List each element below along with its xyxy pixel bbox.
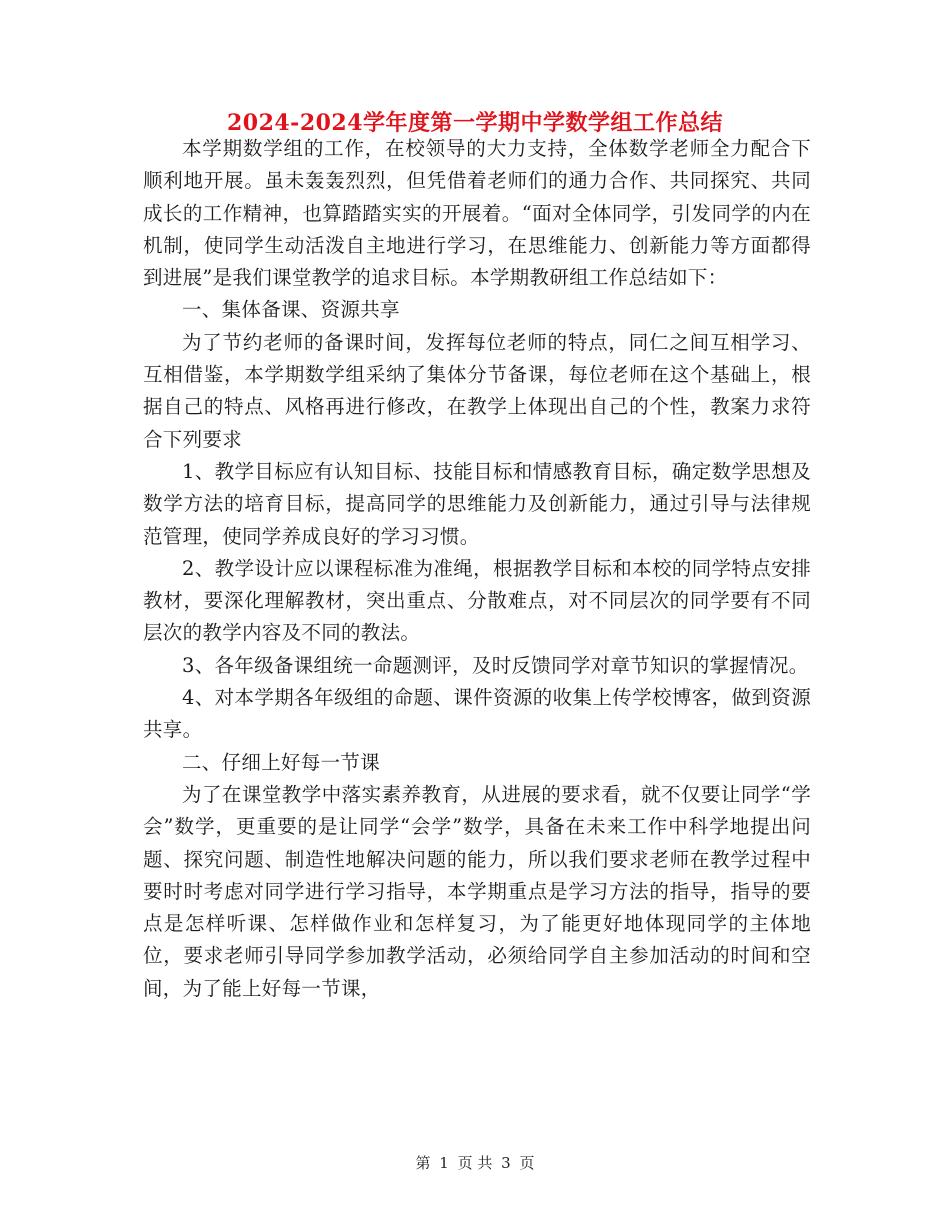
document-body <box>143 133 811 1005</box>
list-item-2: 2、教学设计应以课程标准为准绳，根据教学目标和本校的同学特点安排教材，要深化理解教材，突出重点、分散难点，对不同层次的同学要有不同层次的教学内容及不同的教法。 <box>143 556 811 645</box>
footer-suffix: 页 <box>519 1154 535 1172</box>
paragraph-intro: 本学期数学组的工作，在校领导的大力支持，全体数学老师全力配合下顺利地开展。虽未轰轰烈烈，但凭借着老师们的通力合作、共同探究、共同成长的工作精神，也算踏踏实实的开展着。“面对全体同学，引发同学的内在机制，使同学生动活泼自主地进行学习，在思维能力、创新能力等方面都得到进展”是我们课堂教学的追求目标。本学期教研组工作总结如下： <box>143 137 811 290</box>
footer-middle: 页 共 <box>457 1154 493 1172</box>
section-heading-1: 一、集体备课、资源共享 <box>182 298 400 322</box>
section-heading-2: 二、仔细上好每一节课 <box>182 750 381 774</box>
paragraph-section-2: 为了在课堂教学中落实素养教育，从进展的要求看，就不仅要让同学“学会”数学，更重要的是让同学“会学”数学，具备在未来工作中科学地提出问题、探究问题、制造性地解决问题的能力，所以我们要求老师在教学过程中要时时考虑对同学进行学习指导，本学期重点是学习方法的指导，指导的要点是怎样听课、怎样做作业和怎样复习，为了能更好地体现同学的主体地位，要求老师引导同学参加教学活动，必须给同学自主参加活动的时间和空间，为了能上好每一节课， <box>143 782 811 1000</box>
paragraph-section-1: 为了节约老师的备课时间，发挥每位老师的特点，同仁之间互相学习、互相借鉴，本学期数学组采纳了集体分节备课，每位老师在这个基础上，根据自己的特点、风格再进行修改，在教学上体现出自己的个性，教案力求符合下列要求 <box>143 330 811 451</box>
list-item-1: 1、教学目标应有认知目标、技能目标和情感教育目标，确定数学思想及数学方法的培育目标，提高同学的思维能力及创新能力，通过引导与法律规范管理，使同学养成良好的学习习惯。 <box>143 459 811 548</box>
document-title: 2024-2024学年度第一学期中学数学组工作总结 <box>226 110 724 136</box>
footer-page-number: 1 <box>439 1154 449 1172</box>
page-footer <box>0 1152 950 1174</box>
list-item-4: 4、对本学期各年级组的命题、课件资源的收集上传学校博客，做到资源共享。 <box>143 686 811 742</box>
list-item-3: 3、各年级备课组统一命题测评，及时反馈同学对章节知识的掌握情况。 <box>182 653 809 677</box>
footer-total-pages: 3 <box>501 1154 511 1172</box>
footer-prefix: 第 <box>415 1154 431 1172</box>
